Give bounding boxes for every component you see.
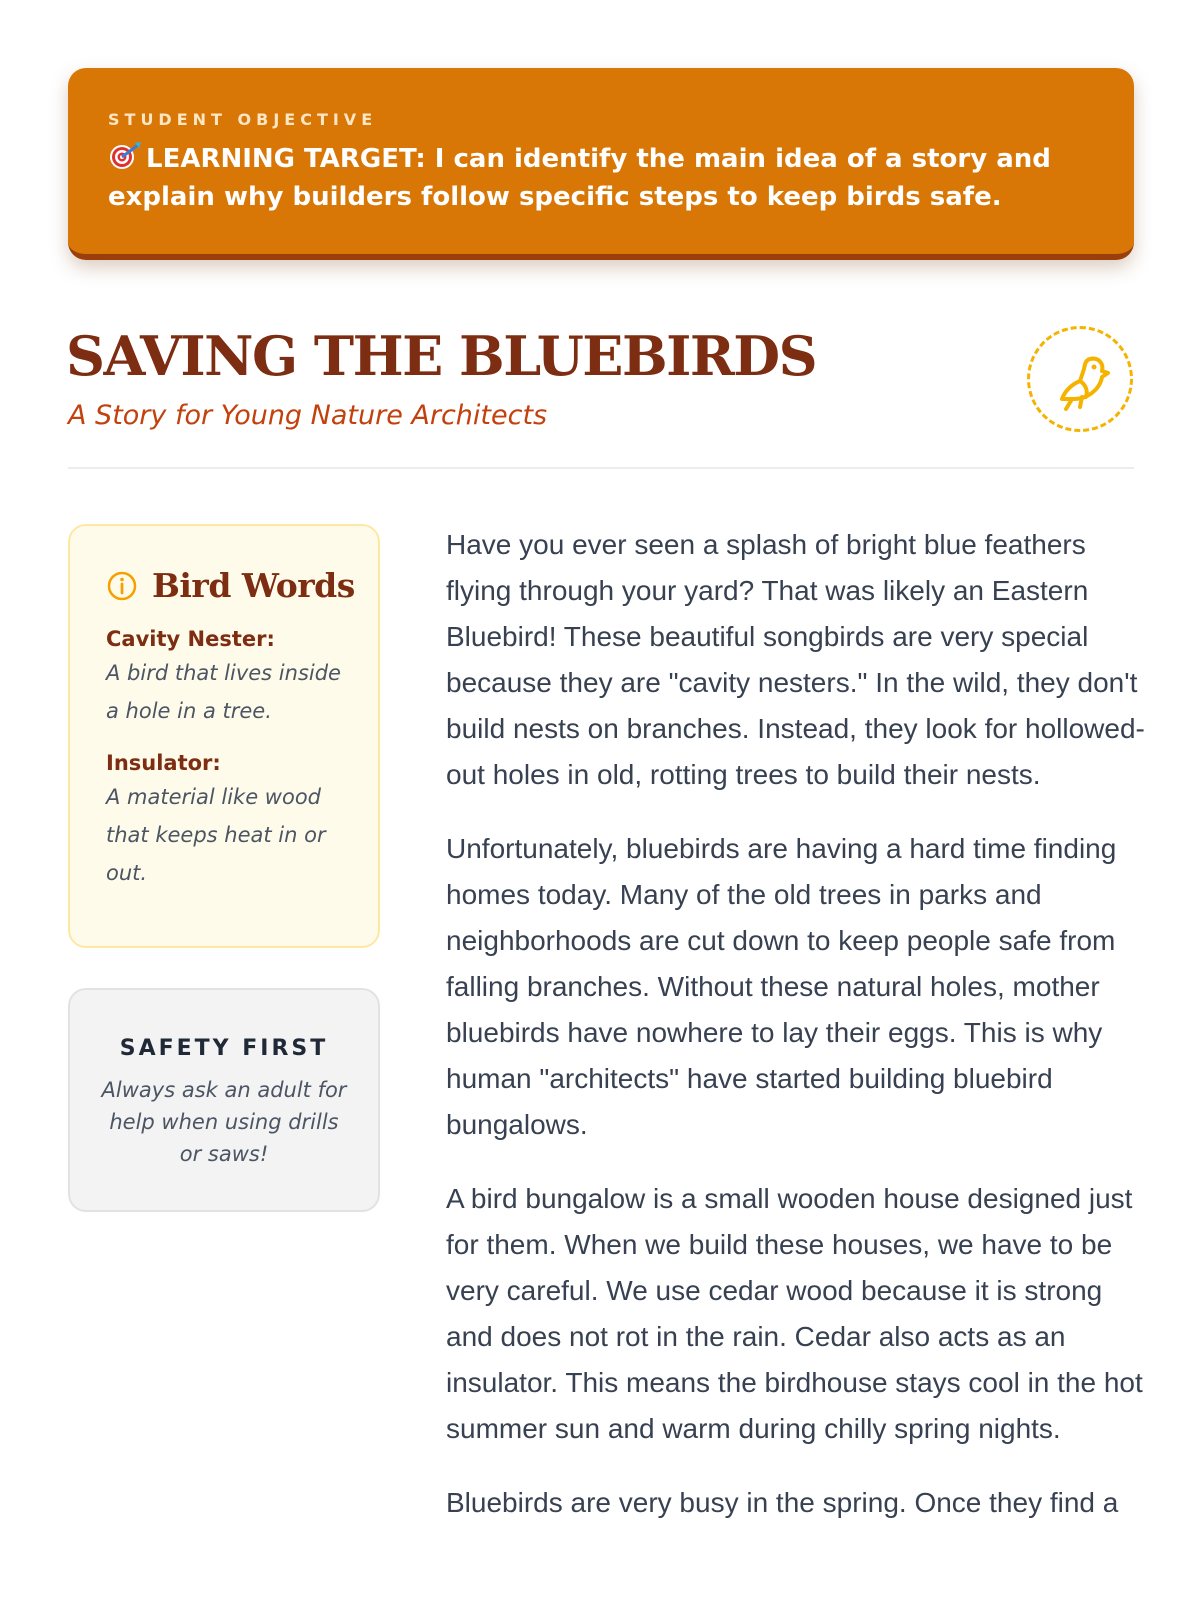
vocab-title: Bird Words <box>152 566 355 605</box>
safety-title: SAFETY FIRST <box>119 1036 329 1061</box>
story-paragraph: Bluebirds are very busy in the spring. Once they find a <box>446 1487 1119 1518</box>
bird-icon <box>1050 349 1114 413</box>
objective-text-wrapper <box>108 140 1068 216</box>
vocab-card <box>68 524 380 948</box>
story-paragraph: Unfortunately, bluebirds are having a hard time finding homes today. Many of the old trees in parks and neighborhoods are cut down to keep people safe from falling branches. Without these natural holes, mother bluebirds have nowhere to lay their eggs. This is why human "architects" have started building bluebird bungalows. <box>446 833 1117 1140</box>
learning-objective-banner <box>68 68 1134 260</box>
target-icon <box>108 141 142 171</box>
story-paragraph: A bird bungalow is a small wooden house designed just for them. When we build these houses, we have to be very careful. We use cedar wood because it is strong and does not rot in the rain. Cedar also acts as an insulator. This means the birdhouse stays cool in the hot summer sun and warm during chilly spring nights. <box>446 1183 1143 1444</box>
bird-badge <box>1027 326 1133 432</box>
story-body <box>446 522 1146 1554</box>
vocab-header <box>106 564 378 608</box>
objective-text: LEARNING TARGET: I can identify the main idea of a story and explain why builders follow specific steps to keep birds safe. <box>108 144 1051 212</box>
page-subtitle: A Story for Young Nature Architects <box>68 400 548 431</box>
vocab-definition: A material like wood that keeps heat in or out. <box>106 785 326 885</box>
vocab-term: Cavity Nester: <box>106 627 275 651</box>
vocab-term: Insulator: <box>106 751 221 775</box>
vocab-definition: A bird that lives inside a hole in a tree. <box>106 661 341 723</box>
story-paragraph: Have you ever seen a splash of bright blue feathers flying through your yard? That was likely an Eastern Bluebird! These beautiful songbirds are very special because they are "cavity nesters." In the wild, they don't build nests on branches. Instead, they look for hollowed-out holes in old, rotting trees to build their nests. <box>446 529 1145 790</box>
info-icon <box>106 570 138 602</box>
safety-text: Always ask an adult for help when using drills or saws! <box>101 1078 347 1166</box>
safety-card <box>68 988 380 1212</box>
page-title: SAVING THE BLUEBIRDS <box>66 324 817 388</box>
header-divider <box>68 467 1134 469</box>
objective-label: STUDENT OBJECTIVE <box>108 110 378 129</box>
